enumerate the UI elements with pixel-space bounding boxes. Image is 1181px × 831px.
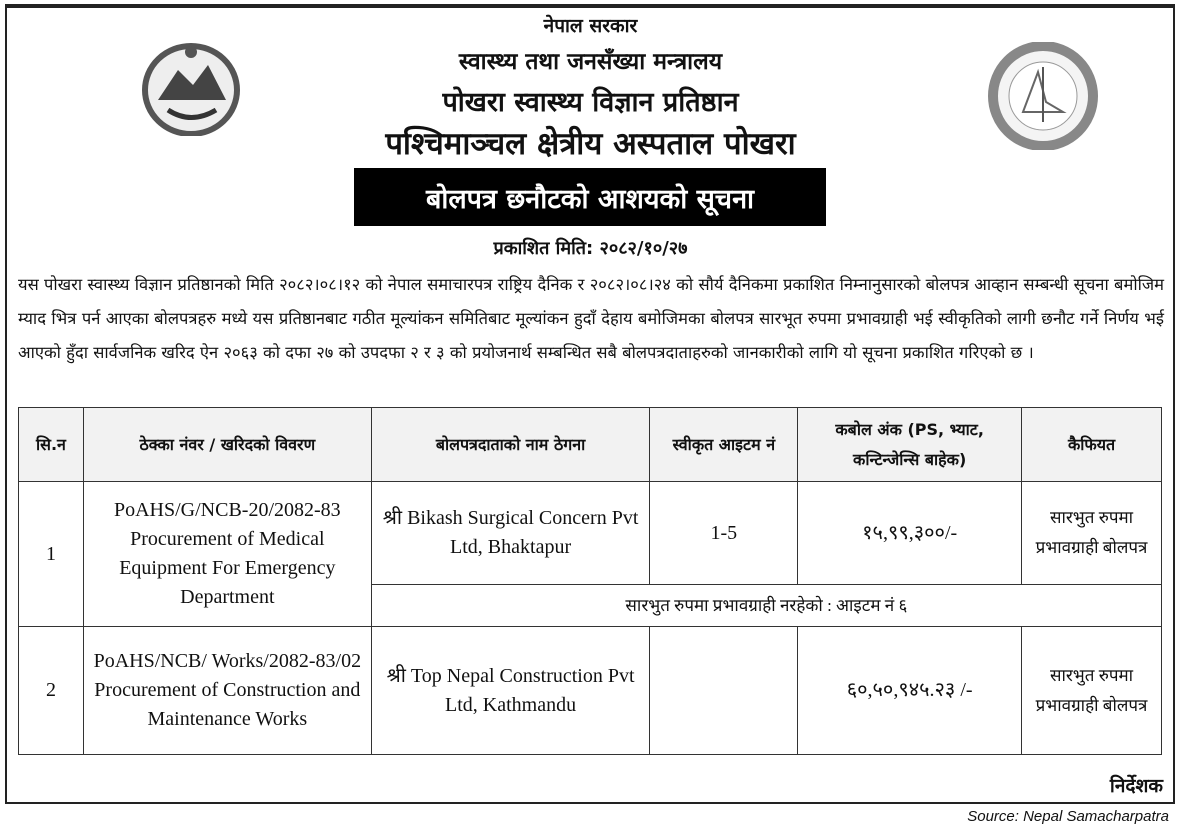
- cell-remarks: सारभुत रुपमा प्रभावग्राही बोलपत्र: [1022, 627, 1162, 755]
- header-description: ठेक्का नंवर / खरिदको विवरण: [83, 408, 371, 482]
- cell-description: PoAHS/G/NCB-20/2082-83 Procurement of Medical Equipment For Emergency Department: [83, 482, 371, 627]
- notice-title: बोलपत्र छनौटको आशयको सूचना: [354, 168, 826, 226]
- cell-bidder: श्री Top Nepal Construction Pvt Ltd, Kathmandu: [371, 627, 650, 755]
- cell-sn: 1: [19, 482, 84, 627]
- table-row: [19, 627, 1162, 755]
- cell-items: 1-5: [650, 482, 798, 585]
- ministry-name: स्वास्थ्य तथा जनसँख्या मन्त्रालय: [458, 49, 723, 75]
- header-items: स्वीकृत आइटम नं: [650, 408, 798, 482]
- signatory: निर्देशक: [1109, 775, 1163, 797]
- header-amount: कबोल अंक (PS, भ्याट, कन्टिन्जेन्सि बाहेक): [798, 408, 1022, 482]
- source-credit: Source: Nepal Samacharpatra: [967, 808, 1169, 825]
- cell-amount: १५,९९,३००/-: [798, 482, 1022, 585]
- academy-name: पोखरा स्वास्थ्य विज्ञान प्रतिष्ठान: [442, 87, 739, 118]
- bid-selection-table: [18, 407, 1162, 755]
- government-name: नेपाल सरकार: [543, 15, 638, 37]
- cell-amount: ६०,५०,९४५.२३ /-: [798, 627, 1022, 755]
- published-date: प्रकाशित मिति: २०८२/१०/२७: [493, 238, 688, 259]
- cell-sn: 2: [19, 627, 84, 755]
- hospital-name: पश्चिमाञ्चल क्षेत्रीय अस्पताल पोखरा: [385, 126, 796, 162]
- cell-items: [650, 627, 798, 755]
- cell-remarks: सारभुत रुपमा प्रभावग्राही बोलपत्र: [1022, 482, 1162, 585]
- cell-note: सारभुत रुपमा प्रभावग्राही नरहेको : आइटम नं ६: [371, 585, 1161, 627]
- table-header-row: [19, 408, 1162, 482]
- header-sn: सि.न: [19, 408, 84, 482]
- notice-body: यस पोखरा स्वास्थ्य विज्ञान प्रतिष्ठानको मिति २०८२।०८।१२ को नेपाल समाचारपत्र राष्ट्रिय दैनिक र २०८२।०८।२४ को सौर्य दैनिकमा प्रकाशित निम्नानुसारको बोलपत्र आव्हान सम्बन्धी सूचना बमोजिम म्याद भित्र पर्न आएका बोलपत्रहरु मध्ये यस प्रतिष्ठानबाट गठीत मूल्यांकन समितिबाट मूल्यांकन हुदाँ देहाय बमोजिमका बोलपत्र सारभूत रुपमा प्रभावग्राही भई स्वीकृतिको लागी छनौट गर्ने निर्णय भई आएको हुँदा सार्वजनिक खरिद ऐन २०६३ को दफा २७ को उपदफा २ र ३ को प्रयोजनार्थ सम्बन्धित सबै बोलपत्रदाताहरुको जानकारीको लागि यो सूचना प्रकाशित गरिएको छ ।: [18, 275, 1164, 362]
- cell-description: PoAHS/NCB/ Works/2082-83/02 Procurement of Construction and Maintenance Works: [83, 627, 371, 755]
- table-row: [19, 482, 1162, 585]
- header-remarks: कैफियत: [1022, 408, 1162, 482]
- header-bidder: बोलपत्रदाताको नाम ठेगना: [371, 408, 650, 482]
- cell-bidder: श्री Bikash Surgical Concern Pvt Ltd, Bhaktapur: [371, 482, 650, 585]
